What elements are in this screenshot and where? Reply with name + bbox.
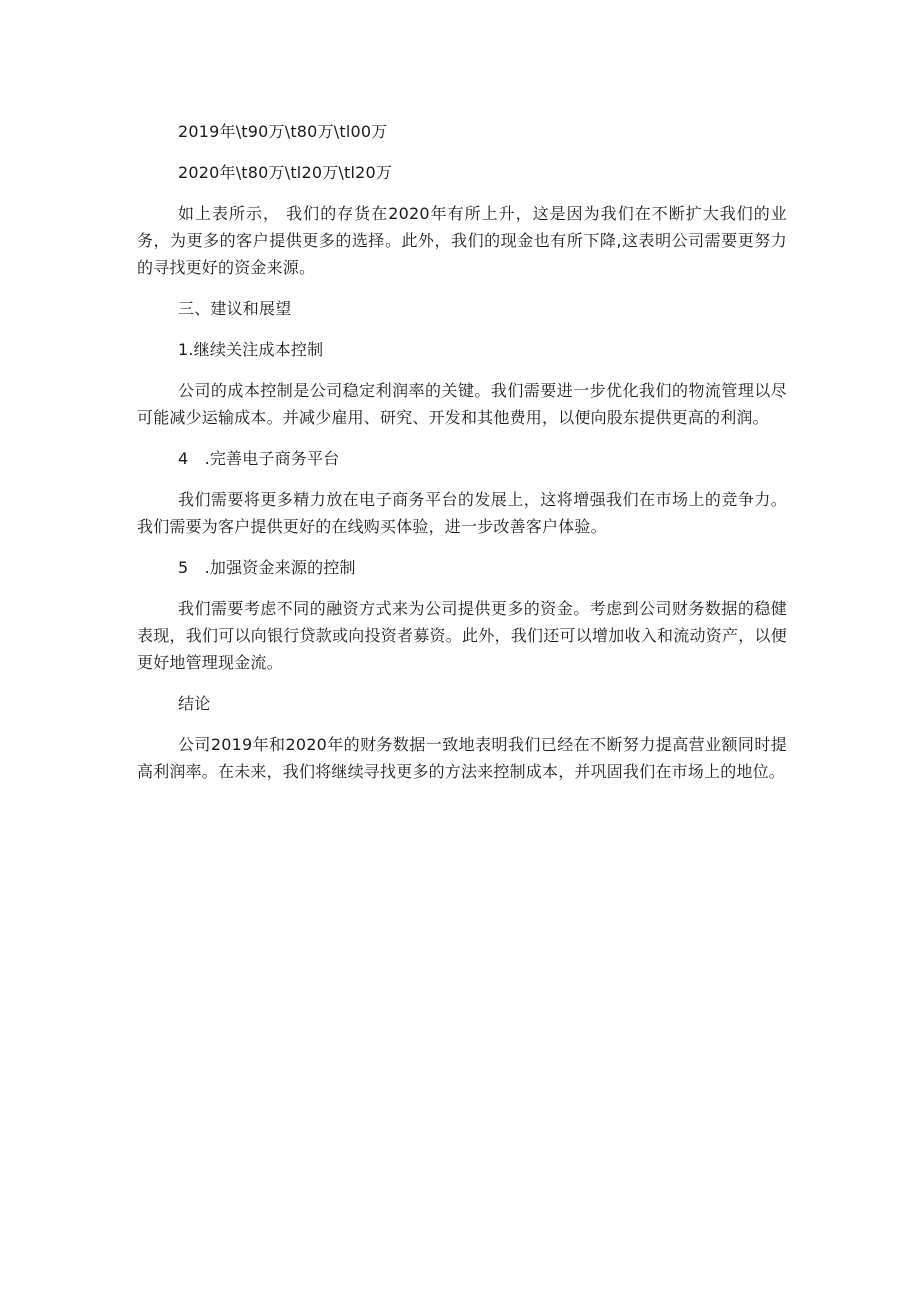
inventory-analysis-paragraph: 如上表所示， 我们的存货在2020年有所上升，这是因为我们在不断扩大我们的业务，为更多的客户提供更多的选择。此外，我们的现金也有所下降,这表明公司需要更努力的寻找更好的资金来源。 xyxy=(137,204,787,277)
table-row-2020: 2020年\t80万\tl20万\tl20万 xyxy=(178,163,393,182)
funding-paragraph: 我们需要考虑不同的融资方式来为公司提供更多的资金。考虑到公司财务数据的稳健表现，我们可以向银行贷款或向投资者募资。此外，我们还可以增加收入和流动资产，以便更好地管理现金流。 xyxy=(137,599,787,672)
ecommerce-paragraph: 我们需要将更多精力放在电子商务平台的发展上，这将增强我们在市场上的竞争力。我们需要为客户提供更好的在线购买体验，进一步改善客户体验。 xyxy=(137,490,787,536)
table-row-2019: 2019年\t90万\t80万\tl00万 xyxy=(178,122,388,141)
subheading-ecommerce: 4 .完善电子商务平台 xyxy=(178,449,340,468)
subheading-cost-control: 1.继续关注成本控制 xyxy=(178,340,324,359)
cost-control-paragraph: 公司的成本控制是公司稳定利润率的关键。我们需要进一步优化我们的物流管理以尽可能减少运输成本。并减少雇用、研究、开发和其他费用，以便向股东提供更高的利润。 xyxy=(137,381,787,427)
subheading-funding: 5 .加强资金来源的控制 xyxy=(178,558,356,577)
section-heading: 三、建议和展望 xyxy=(178,299,292,318)
conclusion-paragraph: 公司2019年和2020年的财务数据一致地表明我们已经在不断努力提高营业额同时提高利润率。在未来，我们将继续寻找更多的方法来控制成本，并巩固我们在市场上的地位。 xyxy=(137,735,787,781)
document-page xyxy=(137,118,787,785)
conclusion-heading: 结论 xyxy=(178,694,211,713)
